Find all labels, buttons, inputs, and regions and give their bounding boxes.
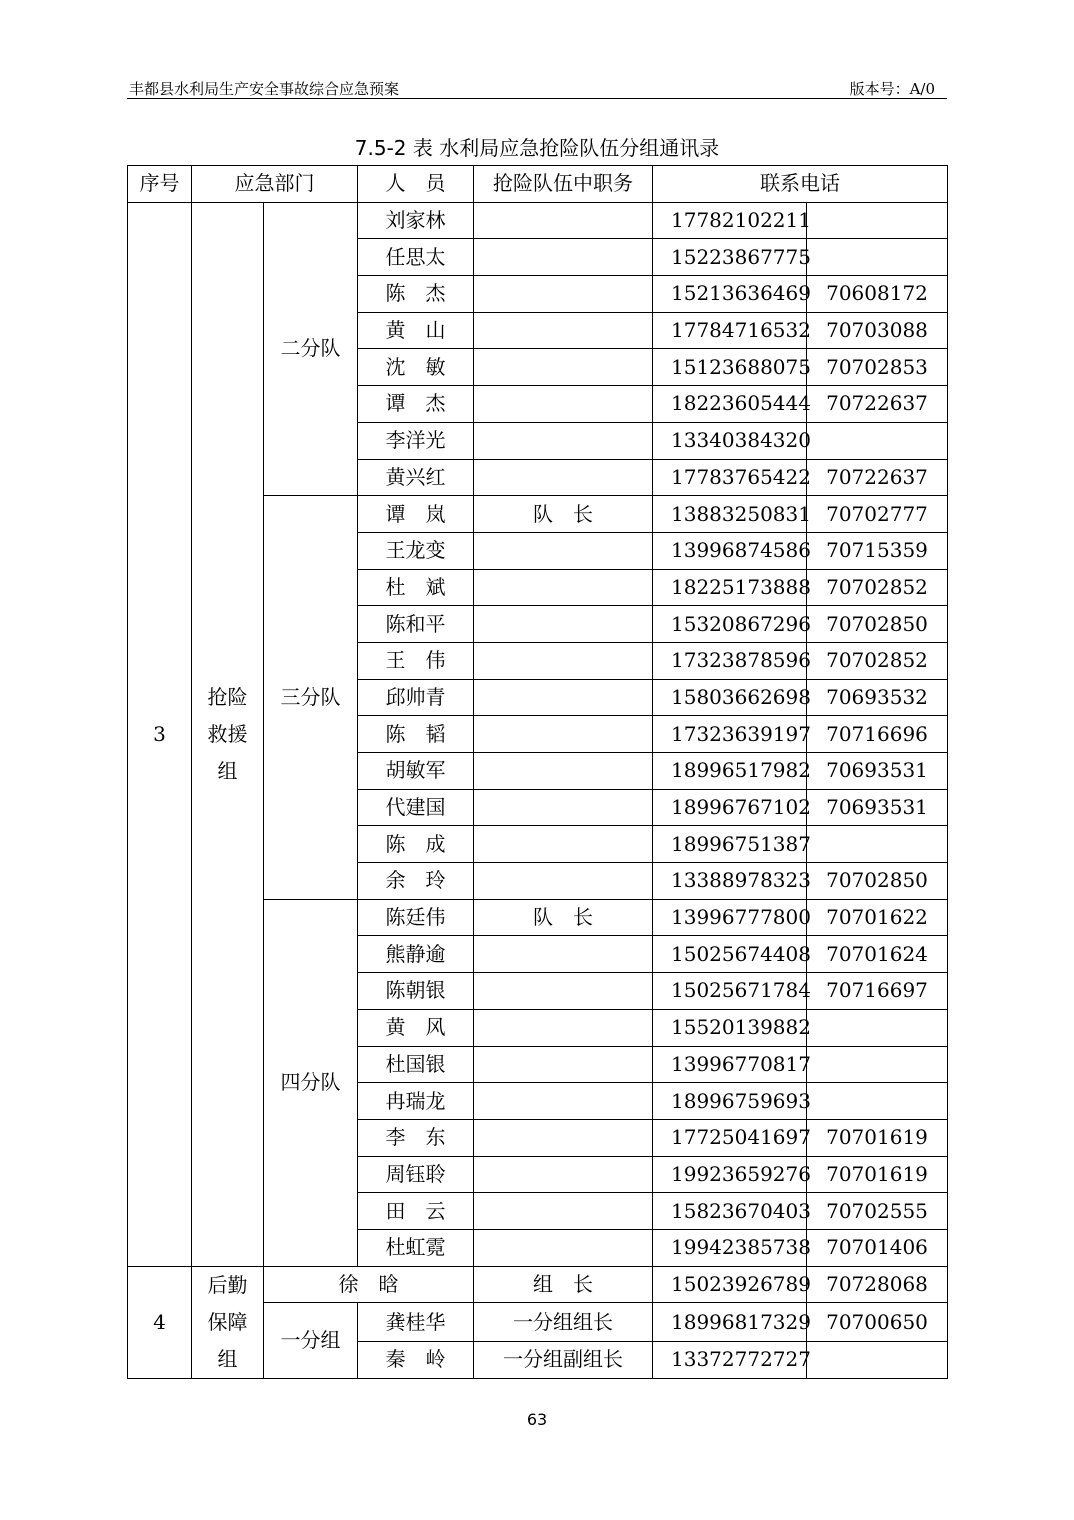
phone-cell: 17784716532 (653, 312, 807, 349)
phone-cell: 17323639197 (653, 716, 807, 753)
page-number: 63 (526, 1410, 548, 1429)
seq-cell: 3 (128, 202, 192, 1266)
person-name-cell: 陈 杰 (358, 276, 474, 313)
column-header-contact: 联系电话 (653, 166, 948, 203)
office-phone-cell (807, 239, 948, 276)
seq-cell: 4 (128, 1266, 192, 1378)
role-cell (474, 826, 653, 863)
person-name-cell: 王龙变 (358, 532, 474, 569)
table-header-row (128, 166, 948, 203)
office-phone-cell: 70716696 (807, 716, 948, 753)
role-cell (474, 276, 653, 313)
phone-cell: 17725041697 (653, 1119, 807, 1156)
office-phone-cell: 70701619 (807, 1156, 948, 1193)
phone-cell: 17782102211 (653, 202, 807, 239)
person-name-cell: 沈 敏 (358, 349, 474, 386)
team-name-cell: 二分队 (264, 202, 358, 496)
role-cell: 一分组组长 (474, 1303, 653, 1342)
person-name-cell: 黄兴红 (358, 459, 474, 496)
dept-group-label-line: 组 (217, 758, 238, 783)
phone-cell: 18225173888 (653, 569, 807, 606)
person-name-cell: 陈 成 (358, 826, 474, 863)
role-cell (474, 863, 653, 900)
phone-cell: 13996770817 (653, 1046, 807, 1083)
office-phone-cell: 70715359 (807, 532, 948, 569)
table-row (128, 1266, 948, 1303)
person-name-cell: 黄 风 (358, 1009, 474, 1046)
phone-cell: 13883250831 (653, 496, 807, 533)
phone-cell: 18996751387 (653, 826, 807, 863)
person-name-cell: 陈和平 (358, 606, 474, 643)
person-name-cell: 龚桂华 (358, 1303, 474, 1342)
role-cell (474, 642, 653, 679)
person-name-cell: 谭 杰 (358, 386, 474, 423)
team-name-cell: 四分队 (264, 899, 358, 1266)
role-cell (474, 459, 653, 496)
role-cell (474, 606, 653, 643)
phone-cell: 15320867296 (653, 606, 807, 643)
person-name-cell: 王 伟 (358, 642, 474, 679)
office-phone-cell: 70700650 (807, 1303, 948, 1342)
role-cell (474, 789, 653, 826)
phone-cell: 15803662698 (653, 679, 807, 716)
office-phone-cell: 70693532 (807, 679, 948, 716)
team-name-cell: 三分队 (264, 496, 358, 900)
person-name-cell: 秦 岭 (358, 1341, 474, 1378)
office-phone-cell (807, 422, 948, 459)
role-cell (474, 753, 653, 790)
office-phone-cell: 70728068 (807, 1266, 948, 1303)
office-phone-cell: 70702555 (807, 1193, 948, 1230)
person-name-cell: 陈朝银 (358, 973, 474, 1010)
role-cell (474, 422, 653, 459)
role-cell (474, 202, 653, 239)
dept-group-label-line: 救援 (207, 721, 248, 746)
office-phone-cell: 70702850 (807, 863, 948, 900)
person-name-cell: 杜 斌 (358, 569, 474, 606)
person-name-cell: 杜国银 (358, 1046, 474, 1083)
role-cell (474, 1119, 653, 1156)
table-title: 7.5-2 表 水利局应急抢险队伍分组通讯录 (354, 136, 720, 160)
office-phone-cell: 70702852 (807, 642, 948, 679)
dept-group-label-line: 抢险 (207, 684, 248, 709)
office-phone-cell: 70608172 (807, 276, 948, 313)
role-cell: 队 长 (474, 496, 653, 533)
phone-cell: 15823670403 (653, 1193, 807, 1230)
office-phone-cell: 70702777 (807, 496, 948, 533)
office-phone-cell (807, 1341, 948, 1378)
table-row (128, 202, 948, 239)
dept-group-label-line: 后勤 (207, 1272, 248, 1297)
person-name-cell: 田 云 (358, 1193, 474, 1230)
column-header-role: 抢险队伍中职务 (474, 166, 653, 203)
phone-cell: 18996759693 (653, 1083, 807, 1120)
office-phone-cell: 70702850 (807, 606, 948, 643)
person-name-cell: 熊静逾 (358, 936, 474, 973)
role-cell (474, 532, 653, 569)
person-name-cell: 代建国 (358, 789, 474, 826)
phone-cell: 13996874586 (653, 532, 807, 569)
office-phone-cell: 70693531 (807, 789, 948, 826)
person-name-cell: 任思太 (358, 239, 474, 276)
role-cell (474, 679, 653, 716)
document-title: 丰都县水利局生产安全事故综合应急预案 (129, 80, 400, 98)
role-cell (474, 1083, 653, 1120)
phone-cell: 17323878596 (653, 642, 807, 679)
column-header-seq: 序号 (128, 166, 192, 203)
office-phone-cell: 70693531 (807, 753, 948, 790)
person-name-cell: 胡敏军 (358, 753, 474, 790)
office-phone-cell: 70702852 (807, 569, 948, 606)
office-phone-cell (807, 826, 948, 863)
role-cell (474, 386, 653, 423)
phone-cell: 18996817329 (653, 1303, 807, 1342)
dept-group-cell (192, 1266, 264, 1378)
office-phone-cell: 70701406 (807, 1229, 948, 1266)
office-phone-cell: 70701619 (807, 1119, 948, 1156)
phone-cell: 13996777800 (653, 899, 807, 936)
version-number: 版本号：A/0 (849, 80, 935, 98)
office-phone-cell: 70722637 (807, 386, 948, 423)
person-name-cell: 李洋光 (358, 422, 474, 459)
person-name-cell: 黄 山 (358, 312, 474, 349)
office-phone-cell: 70722637 (807, 459, 948, 496)
person-name-cell: 李 东 (358, 1119, 474, 1156)
role-cell: 一分组副组长 (474, 1341, 653, 1378)
phone-cell: 17783765422 (653, 459, 807, 496)
role-cell (474, 936, 653, 973)
office-phone-cell (807, 1083, 948, 1120)
phone-cell: 13388978323 (653, 863, 807, 900)
role-cell: 队 长 (474, 899, 653, 936)
person-name-cell: 陈廷伟 (358, 899, 474, 936)
phone-cell: 15025671784 (653, 973, 807, 1010)
office-phone-cell: 70701624 (807, 936, 948, 973)
phone-cell: 15520139882 (653, 1009, 807, 1046)
emergency-team-contact-table (127, 165, 948, 1379)
role-cell (474, 1193, 653, 1230)
role-cell (474, 973, 653, 1010)
column-header-person: 人 员 (358, 166, 474, 203)
office-phone-cell (807, 202, 948, 239)
phone-cell: 18223605444 (653, 386, 807, 423)
column-header-dept: 应急部门 (192, 166, 358, 203)
office-phone-cell: 70703088 (807, 312, 948, 349)
page-header (127, 76, 947, 99)
person-name-cell: 邱帅青 (358, 679, 474, 716)
phone-cell: 15123688075 (653, 349, 807, 386)
role-cell (474, 1156, 653, 1193)
phone-cell: 15023926789 (653, 1266, 807, 1303)
person-name-cell: 谭 岚 (358, 496, 474, 533)
person-name-cell: 冉瑞龙 (358, 1083, 474, 1120)
office-phone-cell: 70716697 (807, 973, 948, 1010)
phone-cell: 13372772727 (653, 1341, 807, 1378)
phone-cell: 15213636469 (653, 276, 807, 313)
role-cell (474, 569, 653, 606)
role-cell (474, 716, 653, 753)
role-cell (474, 1229, 653, 1266)
phone-cell: 15025674408 (653, 936, 807, 973)
office-phone-cell: 70702853 (807, 349, 948, 386)
team-name-cell: 一分组 (264, 1303, 358, 1378)
person-name-cell: 周钰聆 (358, 1156, 474, 1193)
office-phone-cell (807, 1046, 948, 1083)
dept-group-label-line: 保障 (207, 1309, 248, 1334)
person-name-cell: 余 玲 (358, 863, 474, 900)
person-name-cell: 徐 晗 (264, 1266, 474, 1303)
role-cell (474, 1046, 653, 1083)
role-cell (474, 239, 653, 276)
phone-cell: 19942385738 (653, 1229, 807, 1266)
person-name-cell: 陈 韬 (358, 716, 474, 753)
role-cell (474, 1009, 653, 1046)
person-name-cell: 刘家林 (358, 202, 474, 239)
phone-cell: 18996767102 (653, 789, 807, 826)
role-cell: 组 长 (474, 1266, 653, 1303)
role-cell (474, 312, 653, 349)
phone-cell: 13340384320 (653, 422, 807, 459)
office-phone-cell: 70701622 (807, 899, 948, 936)
dept-group-cell (192, 202, 264, 1266)
phone-cell: 18996517982 (653, 753, 807, 790)
phone-cell: 19923659276 (653, 1156, 807, 1193)
person-name-cell: 杜虹霓 (358, 1229, 474, 1266)
phone-cell: 15223867775 (653, 239, 807, 276)
office-phone-cell (807, 1009, 948, 1046)
dept-group-label-line: 组 (217, 1346, 238, 1371)
role-cell (474, 349, 653, 386)
